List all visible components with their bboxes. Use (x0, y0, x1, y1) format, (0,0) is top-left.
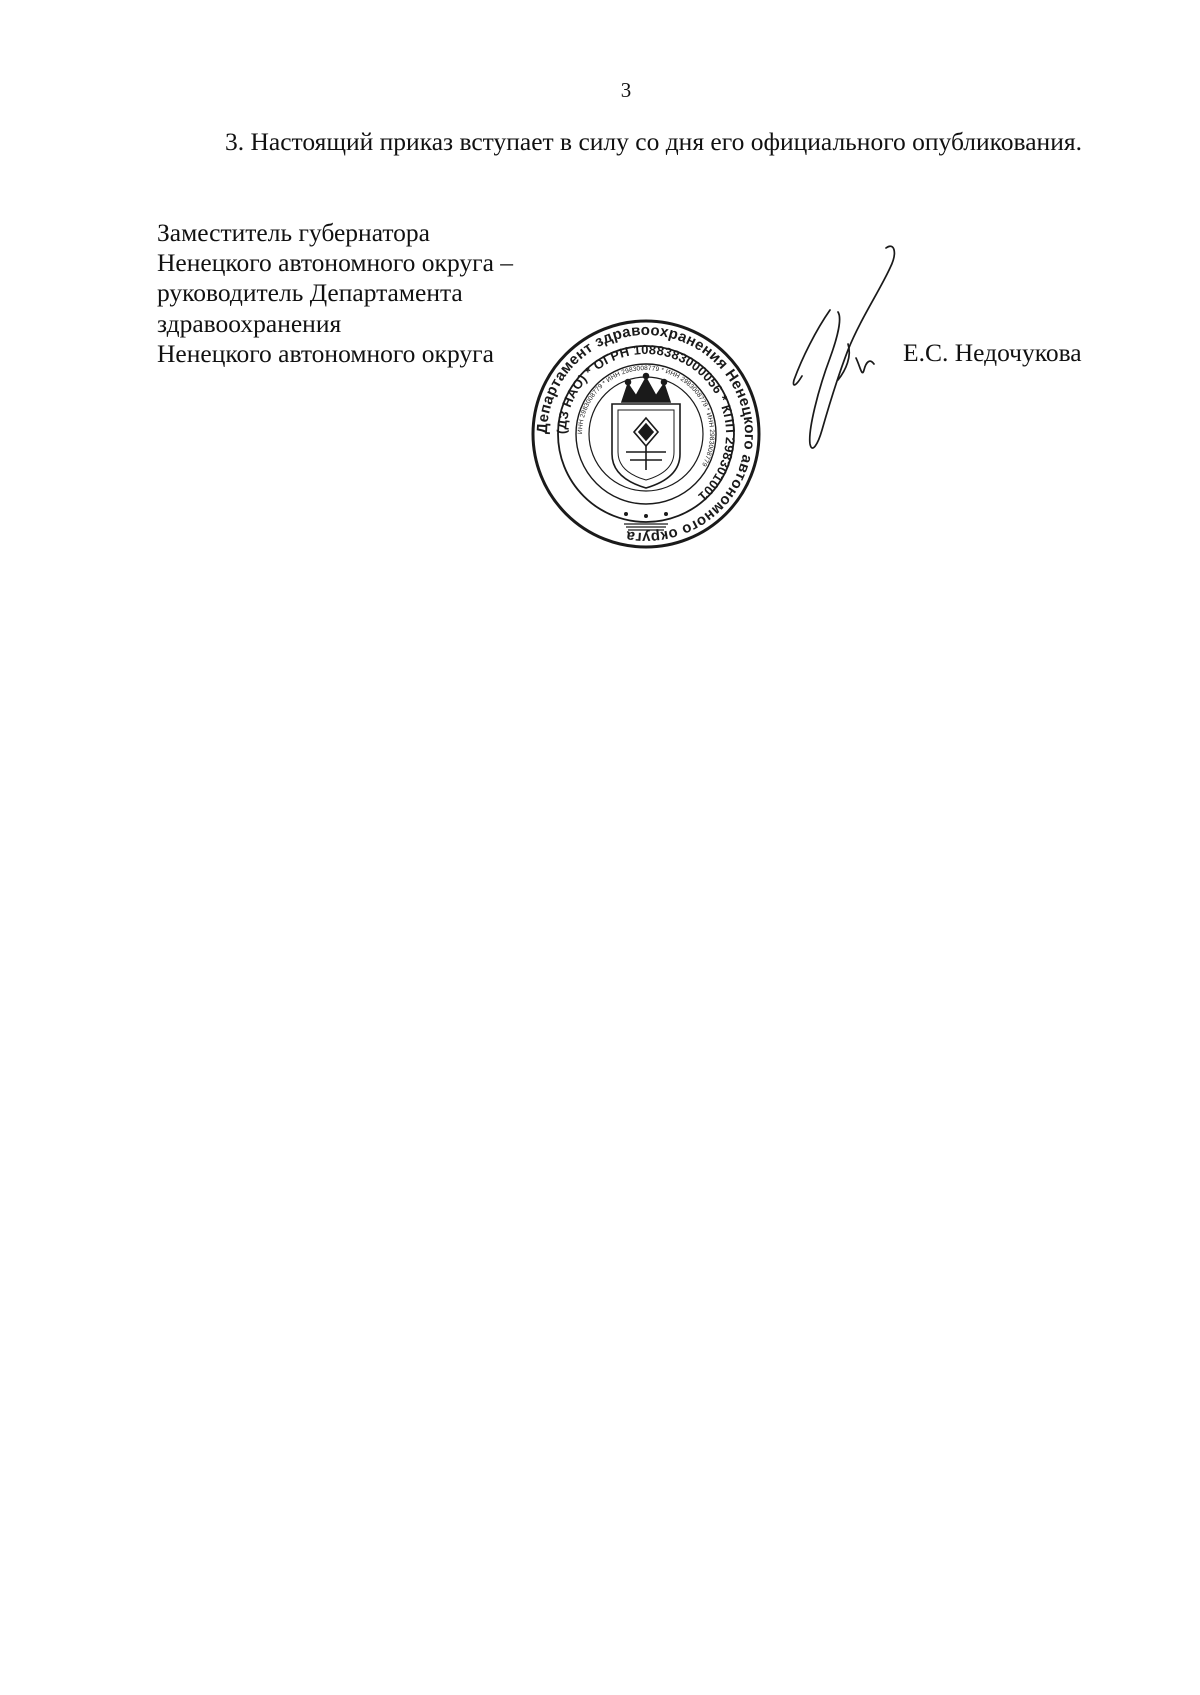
signer-title-line: Ненецкого автономного округа (157, 338, 494, 368)
stamp-middle-text: (ДЗ НАО) * ОГРН 1088383000056 * КПП 298301001 (553, 341, 739, 505)
signer-title-line: Ненецкого автономного округа – (157, 248, 514, 278)
paragraph-3: 3. Настоящий приказ вступает в силу со дня его официального опубликования. (225, 127, 1082, 156)
stamp-inner-text: ИНН 2983008779 * ИНН 2983008779 * ИНН 2983008779 * ИНН 2983008779 (576, 364, 716, 468)
signer-title (157, 218, 513, 369)
signer-name: Е.С. Недочукова (903, 338, 1082, 367)
signature (790, 240, 920, 460)
signer-title-line: Заместитель губернатора (157, 218, 430, 247)
signer-title-line: здравоохранения (157, 308, 342, 338)
coat-of-arms-icon (612, 374, 680, 489)
official-stamp (530, 318, 762, 550)
page-number: 3 (620, 78, 632, 102)
stamp-outer-text: Департамент здравоохранения Ненецкого автономного округа (533, 321, 759, 547)
signer-title-line: руководитель Департамента (157, 278, 463, 308)
